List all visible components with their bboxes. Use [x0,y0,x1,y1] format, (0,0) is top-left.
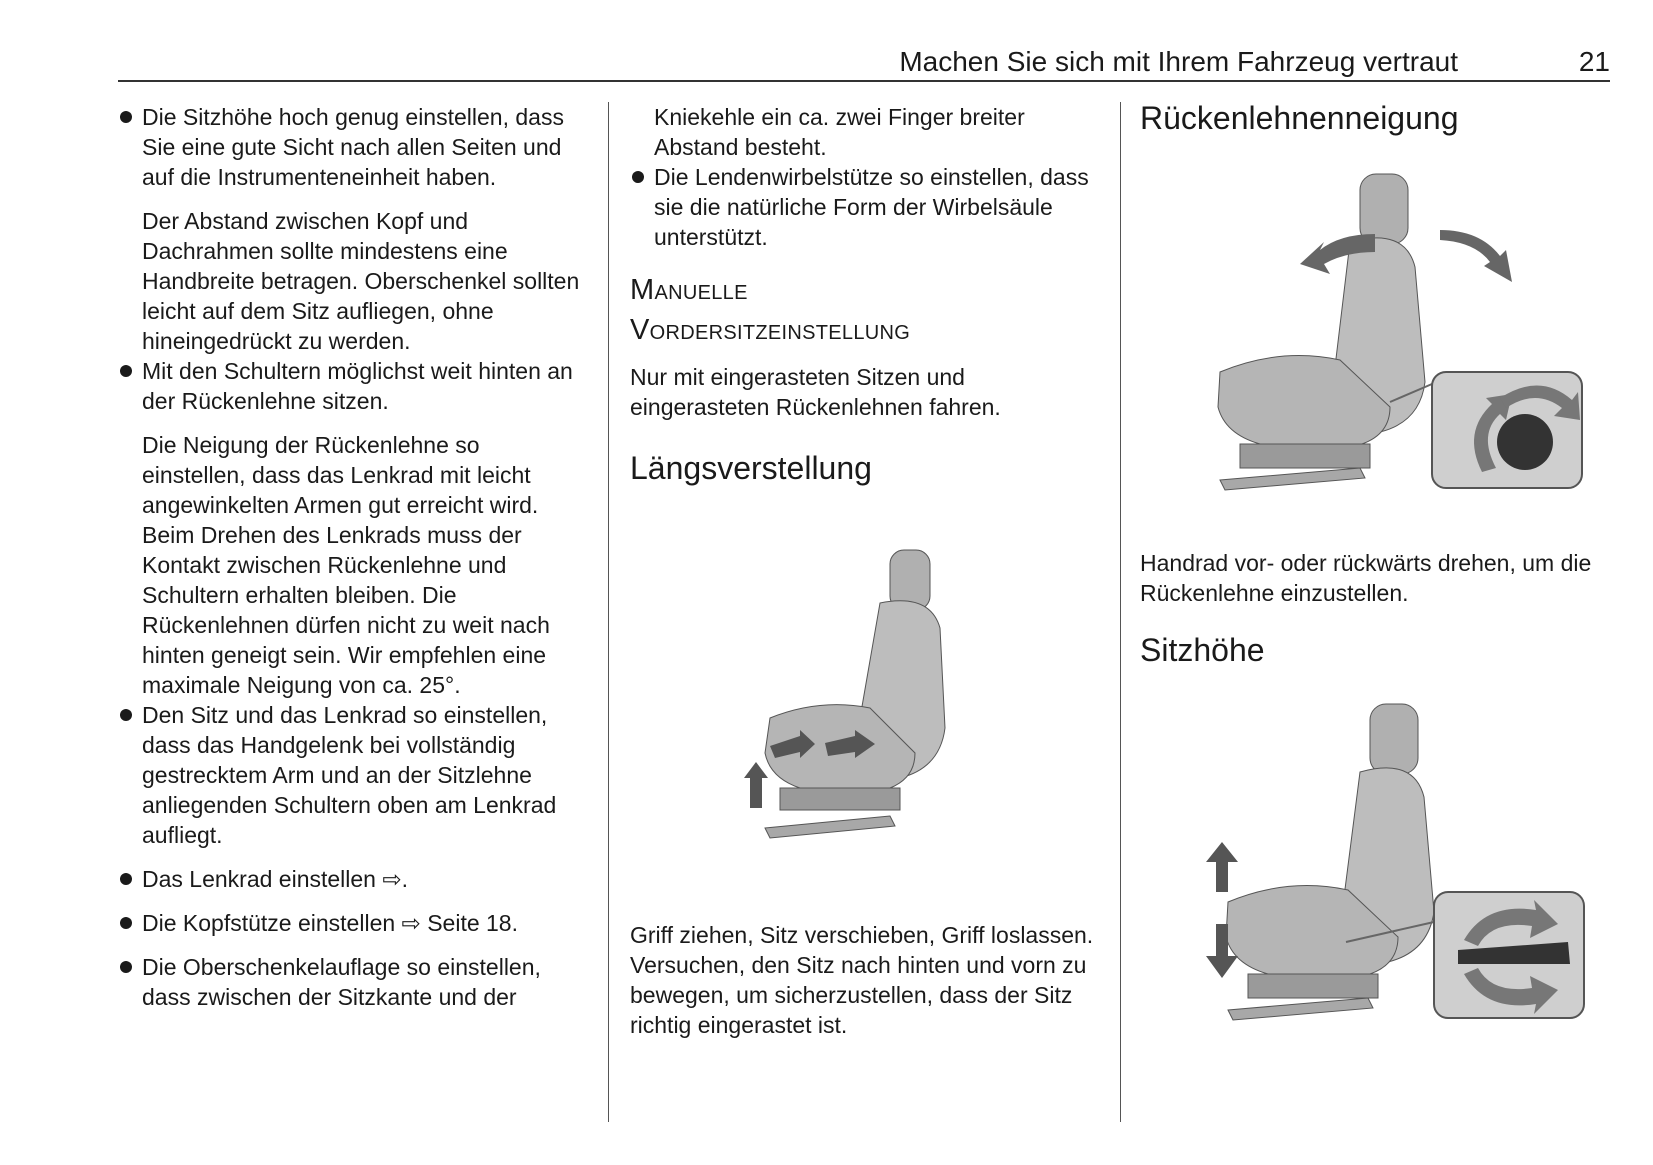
list-item: Den Sitz und das Lenkrad so einstellen, dass das Handgelenk bei vollständig gestrecktem Arm und an der Sitzlehne anliegenden Schultern oben am Lenkrad aufliegt. [118,700,588,850]
list-item: Das Lenkrad einstellen ⇨. [118,864,588,894]
tilt-back-arrow-icon [1440,230,1512,282]
seat-height-figure [1196,702,1620,1032]
bullet-dot [120,365,132,377]
bullet-dot [120,111,132,123]
column-divider-1 [608,102,609,1122]
laengs-caption: Griff ziehen, Sitz verschieben, Griff loslassen. Versuchen, den Sitz nach hinten und vorn zu bewegen, um sicherzustellen, dass der Sitz richtig eingerastet ist. [630,922,1094,1038]
section-heading-manual-2: Vordersitzeinstellung [630,314,911,346]
handwheel-detail [1432,372,1582,488]
paragraph: Der Abstand zwischen Kopf und Dachrahmen sollte mindestens eine Handbreite betragen. Oberschenkel sollten leicht auf dem Sitz aufliegen, ohne hineingedrückt zu werden. [142,208,580,354]
list-item: Die Sitzhöhe hoch genug einstellen, dass Sie eine gute Sicht nach allen Seiten und auf die Instrumenteneinheit haben. [118,102,588,192]
list-item: Die Kopfstütze einstellen ⇨ Seite 18. [118,908,588,938]
bullet-dot [632,171,644,183]
bullet-dot [120,873,132,885]
paragraph: Nur mit eingerasteten Sitzen und eingerasteten Rückenlehnen fahren. [630,364,1001,420]
lever-arrow-icon [744,762,768,808]
column-divider-2 [1120,102,1121,1122]
page-header [118,44,1610,82]
ruecken-caption: Handrad vor- oder rückwärts drehen, um die Rückenlehne einzustellen. Sitzhöhe [1140,548,1610,670]
column-3 [1140,98,1610,138]
section-heading-ruecken: Rückenlehnenneigung [1140,100,1459,136]
seat-illustration [765,550,945,838]
seat-slide-figure [740,548,980,848]
height-up-arrow-icon [1206,842,1238,892]
list-item: Die Lendenwirbelstütze so einstellen, dass sie die natürliche Form der Wirbelsäule unterstützt. [630,162,1100,252]
page-number: 21 [1578,46,1610,77]
bullet-dot [120,709,132,721]
list-item: Die Oberschenkelauflage so einstellen, dass zwischen der Sitzkante und der [118,952,588,1012]
column-1 [118,102,588,1026]
column-2 [630,102,1100,488]
paragraph: Kniekehle ein ca. zwei Finger breiter Abstand besteht. [654,104,1025,160]
lever-detail [1434,892,1584,1018]
section-heading-laengs: Längsverstellung [630,450,872,486]
paragraph: Die Neigung der Rückenlehne so einstellen, dass das Lenkrad mit leicht angewinkelten Armen gut erreicht wird. Beim Drehen des Lenkrads muss der Kontakt zwischen Rückenlehne und Schultern erhalten bleiben. Die Rückenlehnen dürfen nicht zu weit nach hinten geneigt sein. Wir empfehlen eine maximale Neigung von ca. 25°. [142,432,550,698]
seat-illustration [1218,174,1425,490]
bullet-dot [120,917,132,929]
list-item: Mit den Schultern möglichst weit hinten an der Rückenlehne sitzen. [118,356,588,416]
header-title: Machen Sie sich mit Ihrem Fahrzeug vertraut [899,46,1458,77]
bullet-dot [120,961,132,973]
section-heading-manual-1: Manuelle [630,274,748,306]
backrest-figure [1200,172,1620,502]
section-heading-sitzhoehe: Sitzhöhe [1140,632,1265,668]
seat-illustration [1226,704,1434,1020]
